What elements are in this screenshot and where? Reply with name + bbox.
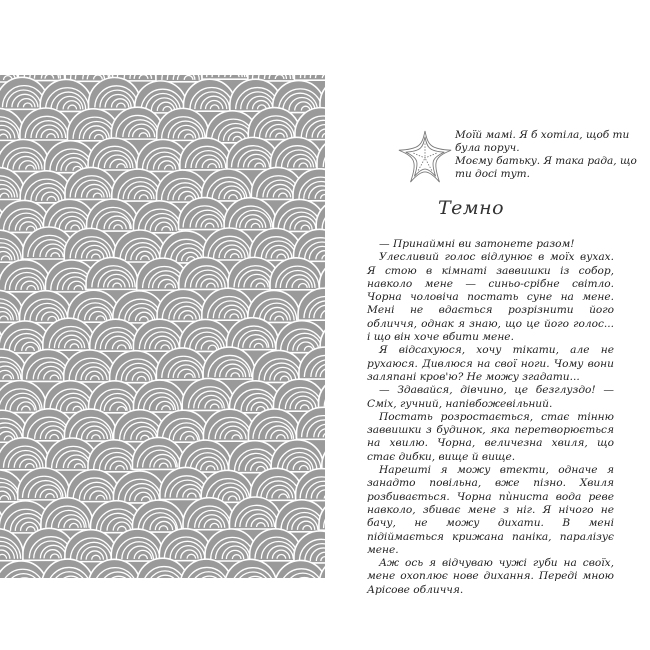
scale-shell <box>64 350 116 382</box>
decorative-pattern-page <box>0 75 325 578</box>
scale-shell <box>0 230 25 262</box>
paragraph: — Принаймні ви затонете разом! <box>379 238 575 250</box>
scale-shell <box>271 440 323 472</box>
scale-shell <box>111 529 163 561</box>
scale-shell <box>253 350 305 382</box>
scale-shell <box>133 201 185 233</box>
paragraph: Улесливий голос відлунює в моїх вухах. Я стою в кімнаті заввишки із собор, навколо мене — синьо-срібне світло. Чорна чоловіча постать суне на мене. Мені не вдається розрізнити його обличчя, однак я знаю, що це його голос... і що він хоче вбити мене. <box>367 251 614 344</box>
scale-shell <box>157 410 209 442</box>
scale-shell <box>156 348 208 380</box>
chapter-title: Темно <box>438 197 505 219</box>
scale-shell <box>296 469 325 501</box>
scale-shell <box>273 379 325 411</box>
scale-shell <box>294 229 325 261</box>
scale-shell <box>294 531 325 563</box>
scale-shell <box>271 137 323 169</box>
scale-shell <box>293 169 325 201</box>
scale-pattern <box>0 75 325 578</box>
scale-shell <box>224 198 276 230</box>
scale-shell <box>114 230 166 262</box>
scale-shell <box>297 407 325 439</box>
dedication-line-mother: Моїй мамі. Я б хотіла, щоб ти була поруч. <box>455 129 630 154</box>
paragraph: Нарешті я можу втекти, одначе я занадто повільна, вже пізно. Хвиля розбивається. Чорна пѝниста вода реве навколо, збиває мене з ніг. Я нічого не бачу, не можу дихати. В мені підіймається крижана паніка, паралізує мене. <box>367 464 614 556</box>
scale-shell <box>110 351 162 383</box>
paragraph: Постать розростається, стає тінню заввишки з будинок, яка перетворюється на хвилю. Чорна, величезна хвиля, що стає дибки, вище й вище. <box>367 410 614 463</box>
scale-shell <box>248 409 300 441</box>
scale-shell <box>20 108 72 140</box>
scale-shell <box>41 498 93 530</box>
scale-shell <box>317 137 325 169</box>
scale-shell <box>202 169 254 201</box>
starfish-icon <box>396 128 454 186</box>
paragraph: Аж ось я відчуваю чужі губи на своїх, мене охоплює нове дихання. Переді мною Арісове обличчя. <box>367 557 614 596</box>
scale-shell <box>64 409 116 441</box>
scale-shell <box>316 199 325 231</box>
scale-shell <box>180 319 232 351</box>
scale-shell <box>203 228 255 260</box>
scale-shell <box>18 468 70 500</box>
scale-shell <box>87 199 139 231</box>
scale-shell <box>202 288 254 320</box>
chapter-body <box>367 238 614 597</box>
scale-shell <box>159 529 211 561</box>
scale-shell <box>270 258 322 290</box>
dedication-line-father: Моєму батьку. Я така рада, що ти досі тут. <box>455 155 637 180</box>
paragraph: — Здавайся, дівчино, це безглуздо! — Сміх, гучний, напівбожевільний. <box>367 384 614 410</box>
scale-shell <box>132 500 184 532</box>
scale-shell <box>68 290 120 322</box>
scale-shell <box>203 409 255 441</box>
scale-shell <box>0 260 51 292</box>
scale-shell <box>0 139 49 171</box>
scale-shell <box>225 559 277 578</box>
scale-shell <box>67 470 119 502</box>
scale-shell <box>133 319 185 351</box>
scale-shell <box>40 79 92 111</box>
dedication <box>455 129 645 181</box>
scale-shell <box>89 77 141 109</box>
scale-shell <box>0 438 49 470</box>
scale-shell <box>294 75 325 80</box>
scale-shell <box>298 288 325 320</box>
scale-shell <box>180 559 232 578</box>
scale-shell <box>183 79 235 111</box>
scale-shell <box>182 378 234 410</box>
scale-shell <box>65 530 117 562</box>
scale-shell <box>88 138 140 170</box>
scale-shell <box>64 228 116 260</box>
scale-shell <box>0 561 47 578</box>
scale-shell <box>0 381 46 413</box>
scale-shell <box>113 471 165 503</box>
scale-shell <box>276 500 325 532</box>
scale-shell <box>133 380 185 412</box>
paragraph: Я відсахуюся, хочу тікати, але не рухаюся. Дивлюся на свої ноги. Чому вони заляпані кров'ю? Не можу згадати... <box>367 344 614 383</box>
